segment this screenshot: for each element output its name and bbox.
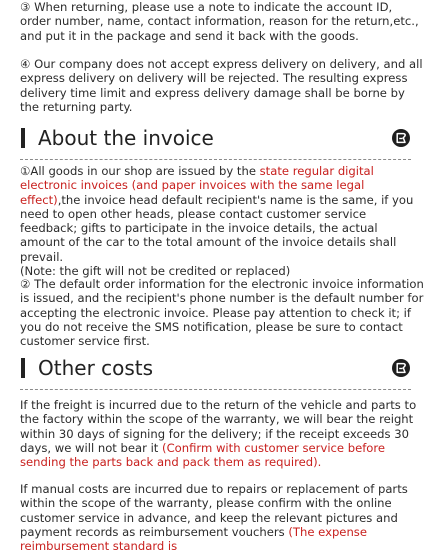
section-bar: [21, 358, 25, 378]
invoice-item-1: [20, 164, 424, 278]
invoice-section-title: About the invoice: [38, 126, 214, 150]
return-note-item-4: ④ Our company does not accept express delivery on delivery, and all express delivery on delivery will be rejected. The resulting express delivery time limit and express delivery damage shall be borne by the returning party.: [20, 57, 423, 114]
manual-cost-paragraph: [20, 482, 424, 553]
invoice-item-1-text: ①All goods in our shop are issued by the: [20, 164, 260, 178]
invoice-item-1-text-continued: ,the invoice head default recipient's name is the same, if you need to open other heads, please contact customer service feedback; gifts to participate in the invoice details, the actual amount of the car to the total amount of the invoice details shall prevail.: [20, 192, 414, 264]
other-costs-section-title: Other costs: [38, 356, 154, 380]
invoice-item-2: ② The default order information for the electronic invoice information is issued, and the recipient's phone number is the default number for accepting the electronic invoice. Please pay attention to check it; if you do not receive the SMS notification, please be sure to contact customer service first.: [20, 277, 424, 349]
manual-cost-text: If manual costs are incurred due to repairs or replacement of parts within the scope of the warranty, please confirm with the online customer service in advance, and keep the relevant pictures and payment records as reimbursement vouchers: [20, 482, 408, 539]
invoice-gift-note: (Note: the gift will not be credited or replaced): [20, 264, 291, 279]
section-bar: [21, 128, 25, 148]
brand-logo-icon: [392, 359, 410, 377]
freight-cost-text: If the freight is incurred due to the return of the vehicle and parts to the factory within the scope of the warranty, we will bear the reight within 30 days of signing for the delivery; if the receipt exceeds 30 days, we will not bear it: [20, 398, 417, 455]
manual-cost-highlight: (The expense reimbursement standard is: [20, 524, 367, 553]
invoice-section-divider: [20, 159, 411, 160]
other-costs-section-divider: [20, 389, 411, 390]
invoice-type-highlight: state regular digital electronic invoices (and paper invoices with the same legal effect): [20, 164, 374, 207]
freight-cost-paragraph: [20, 398, 424, 469]
return-note-item-3: ③ When returning, please use a note to indicate the account ID, order number, name, contact information, reason for the return,etc., and put it in the package and send it back with the goods.: [20, 0, 419, 43]
freight-cost-highlight: (Confirm with customer service before sending the parts back and pack them as required).: [20, 440, 386, 470]
other-costs-section-header: [20, 353, 412, 383]
invoice-section-header: [20, 123, 412, 153]
brand-logo-icon: [392, 129, 410, 147]
